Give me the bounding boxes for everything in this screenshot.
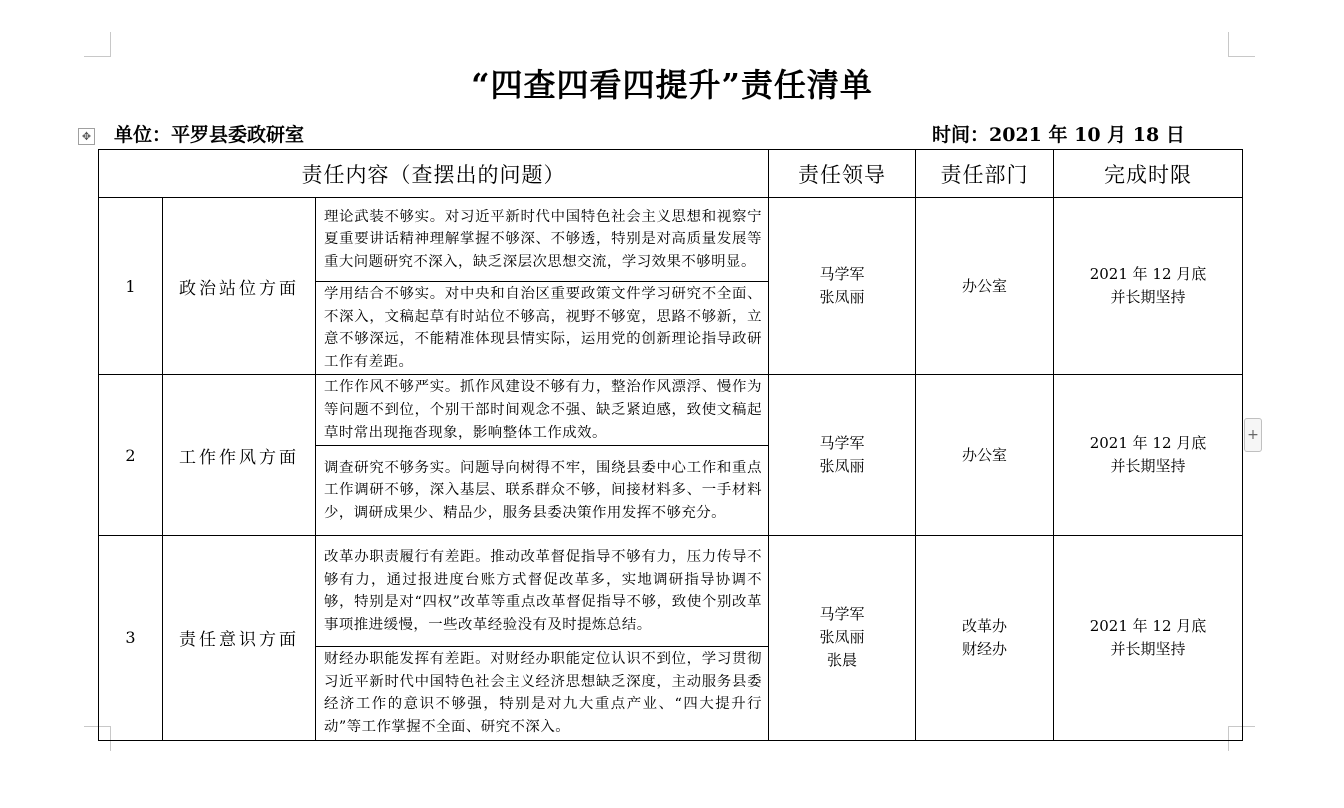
table-header-row [99,150,1243,198]
problem-item[interactable]: 财经办职能发挥有差距。对财经办职能定位认识不到位，学习贯彻习近平新时代中国特色社会主义经济思想缺乏深度，主动服务县委经济工作的意识不够强，特别是对九大重点产业、“四大提升行动”等工作掌握不全面、研究不深入。 [316,647,769,740]
problem-item[interactable]: 理论武装不够实。对习近平新时代中国特色社会主义思想和视察宁夏重要讲话精神理解掌握不够深、不够透，特别是对高质量发展等重大问题研究不深入，缺乏深层次思想交流，学习效果不够明显。 [316,198,769,282]
table-row [99,198,1243,282]
row-deadline[interactable] [1054,375,1243,536]
deadline-line: 并长期坚持 [1110,288,1186,307]
department-name: 财经办 [962,639,1008,658]
leader-name: 马学军 [819,605,865,624]
leader-name: 张晨 [827,651,858,670]
crop-mark-top-left [84,32,111,57]
date-label: 时间：2021 年 10 月 18 日 [932,124,1185,146]
leader-name: 张凤丽 [819,628,865,647]
leader-name: 马学军 [819,434,865,453]
row-aspect[interactable]: 工作作风方面 [163,375,316,536]
department-name: 改革办 [962,616,1008,635]
deadline-line: 并长期坚持 [1110,457,1186,476]
row-leaders[interactable] [769,198,916,375]
header-deadline[interactable]: 完成时限 [1054,150,1243,198]
row-departments[interactable] [916,198,1054,375]
row-number[interactable]: 1 [99,198,163,375]
row-number[interactable]: 2 [99,375,163,536]
department-name: 办公室 [962,445,1008,464]
table-move-handle-icon[interactable]: ✥ [78,128,95,145]
header-leader[interactable]: 责任领导 [769,150,916,198]
deadline-line: 2021 年 12 月底 [1089,265,1207,284]
table-row [99,375,1243,446]
row-aspect[interactable]: 责任意识方面 [163,536,316,740]
add-column-icon[interactable]: + [1244,418,1262,452]
leader-name: 马学军 [819,265,865,284]
row-departments[interactable] [916,375,1054,536]
department-name: 办公室 [962,276,1008,295]
unit-label: 单位：平罗县委政研室 [114,124,305,146]
leader-name: 张凤丽 [819,288,865,307]
problem-item[interactable]: 改革办职责履行有差距。推动改革督促指导不够有力，压力传导不够有力，通过报进度台账方式督促改革多，实地调研指导协调不够，特别是对“四权”改革等重点改革督促指导不够，致使个别改革事项推进缓慢，一些改革经验没有及时提炼总结。 [316,536,769,647]
document-title: “四查四看四提升”责任清单 [471,66,873,104]
row-leaders[interactable] [769,536,916,740]
row-deadline[interactable] [1054,536,1243,740]
problem-item[interactable]: 调查研究不够务实。问题导向树得不牢，围绕县委中心工作和重点工作调研不够，深入基层、联系群众不够，间接材料多、一手材料少，调研成果少、精品少，服务县委决策作用发挥不够充分。 [316,446,769,536]
leader-name: 张凤丽 [819,457,865,476]
deadline-line: 2021 年 12 月底 [1089,616,1207,635]
table-row [99,536,1243,647]
row-number[interactable]: 3 [99,536,163,740]
row-aspect[interactable]: 政治站位方面 [163,198,316,375]
header-department[interactable]: 责任部门 [916,150,1054,198]
header-content[interactable]: 责任内容（查摆出的问题） [99,150,769,198]
problem-item[interactable]: 学用结合不够实。对中央和自治区重要政策文件学习研究不全面、不深入，文稿起草有时站位不够高，视野不够宽，思路不够新，立意不够深远，不能精准体现县情实际，运用党的创新理论指导政研工作有差距。 [316,282,769,375]
problem-item[interactable]: 工作作风不够严实。抓作风建设不够有力，整治作风漂浮、慢作为等问题不到位，个别干部时间观念不强、缺乏紧迫感，致使文稿起草时常出现拖沓现象，影响整体工作成效。 [316,375,769,446]
row-departments[interactable] [916,536,1054,740]
row-deadline[interactable] [1054,198,1243,375]
crop-mark-top-right [1228,32,1255,57]
responsibility-table [98,149,1243,741]
row-leaders[interactable] [769,375,916,536]
deadline-line: 2021 年 12 月底 [1089,434,1207,453]
deadline-line: 并长期坚持 [1110,639,1186,658]
